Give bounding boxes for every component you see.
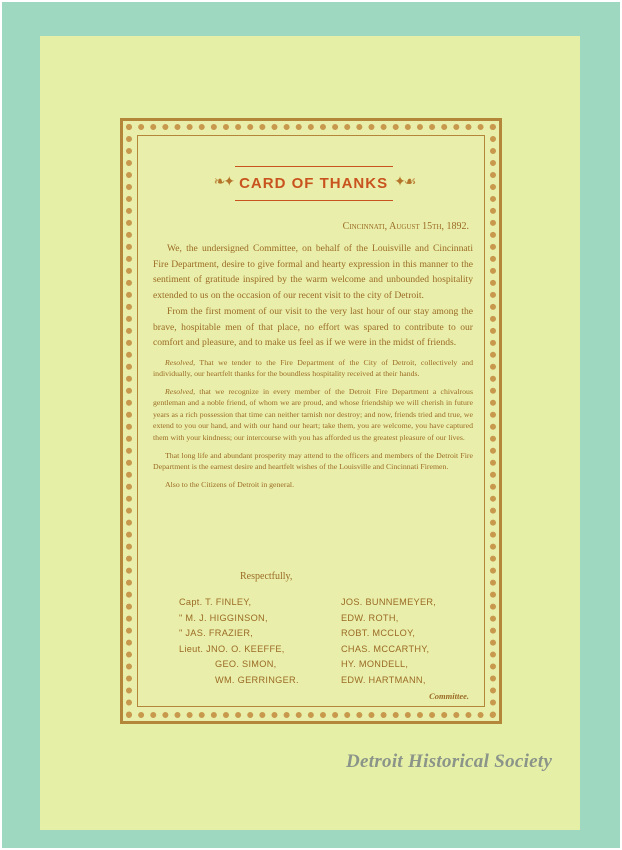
signature: EDW. ROTH,	[341, 612, 399, 623]
signature: " M. J. HIGGINSON,	[179, 612, 268, 623]
card-content	[145, 143, 477, 699]
resolution-one-text: That we tender to the Fire Department of the City of Detroit, collectively and individually, our heartfelt thanks for the boundless hospitality received at their hands.	[153, 357, 473, 379]
signature: JOS. BUNNEMEYER,	[341, 597, 437, 607]
respectfully: Respectfully,	[240, 571, 293, 582]
signature: HY. MONDELL,	[341, 659, 409, 669]
card-body	[153, 241, 473, 490]
signature: EDW. HARTMANN,	[341, 674, 426, 685]
paragraph-citizens: Also to the Citizens of Detroit in general.	[165, 479, 295, 489]
resolution-one	[153, 357, 473, 380]
signature: CHAS. MCCARTHY,	[341, 643, 430, 654]
signatures-left	[179, 595, 339, 688]
title-rule-bottom	[235, 200, 393, 201]
signatures-right	[341, 595, 481, 688]
paragraph-first-moment: From the first moment of our visit to the very last hour of our stay among the brave, hospitable men of that place, no effort was spared to contribute to our comfort and pleasure, and to make us feel as if we were in the midst of friends.	[153, 306, 473, 348]
signature: WM. GERRINGER.	[215, 674, 299, 685]
title-row	[201, 169, 427, 197]
paragraph-long-life: That long life and abundant prosperity may attend to the officers and members of the Detroit Fire Department is the earnest desire and heartfelt wishes of the Louisville and Cincinnati Firemen.	[153, 450, 473, 472]
resolved-lead: Resolved,	[165, 357, 196, 367]
resolution-two-text: that we recognize in every member of the Detroit Fire Department a chivalrous gentleman and a noble friend, of whom we are proud, and whose friendship we will cherish in future years as a rich possession that time can neither tarnish nor destroy; and now, friends tried and true, we extend to you our hand, and with our hand our heart; take them, you are welcome, you have captured them with your kindness; our intercourse with you has afforded us the greatest pleasure of our lives.	[153, 386, 473, 443]
card-title: CARD OF THANKS	[239, 174, 389, 192]
signature: " JAS. FRAZIER,	[179, 628, 254, 638]
title-rule-top	[235, 166, 393, 167]
resolution-two	[153, 386, 473, 444]
card-frame	[120, 118, 502, 724]
committee-label: Committee.	[429, 691, 469, 701]
signature: GEO. SIMON,	[215, 659, 277, 669]
signature: ROBT. MCCLOY,	[341, 628, 416, 638]
signature: Capt. T. FINLEY,	[179, 597, 252, 607]
resolved-lead: Resolved,	[165, 386, 196, 396]
flourish-right-icon: ✦☙	[394, 175, 415, 190]
dateline: Cincinnati, August 15th, 1892.	[342, 221, 469, 232]
signature: Lieut. JNO. O. KEEFFE,	[179, 643, 285, 654]
watermark: Detroit Historical Society	[346, 751, 553, 772]
flourish-left-icon: ❧✦	[213, 175, 234, 190]
paragraph-intro: We, the undersigned Committee, on behalf of the Louisville and Cincinnati Fire Department, desire to give formal and hearty expression in this manner to the sentiment of gratitude inspired by the warm welcome and unbounded hospitality extended to us on the occasion of our recent visit to the city of Detroit.	[153, 243, 473, 301]
